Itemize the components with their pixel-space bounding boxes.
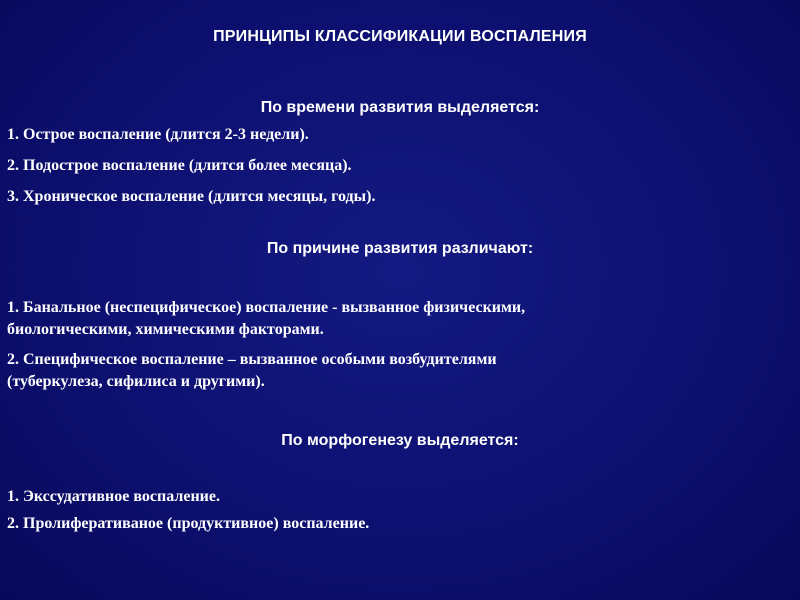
list-item: 2. Специфическое воспаление – вызванное особыми возбудителями (7, 351, 497, 368)
list-item: (туберкулеза, сифилиса и другими). (7, 373, 265, 390)
list-item: 1. Острое воспаление (длится 2-3 недели). (7, 126, 309, 143)
list-item: 1. Экссудативное воспаление. (7, 488, 220, 505)
list-item: 1. Банальное (неспецифическое) воспаление - вызванное физическими, (7, 299, 526, 316)
list-item: биологическими, химическими факторами. (7, 321, 324, 338)
slide-title: ПРИНЦИПЫ КЛАССИФИКАЦИИ ВОСПАЛЕНИЯ (213, 28, 587, 45)
section-heading-morphogenesis: По морфогенезу выделяется: (281, 432, 519, 449)
list-item: 3. Хроническое воспаление (длится месяцы, годы). (7, 188, 376, 205)
list-item: 2. Подострое воспаление (длится более месяца). (7, 157, 352, 174)
list-item: 2. Пролиферативаное (продуктивное) воспаление. (7, 515, 370, 532)
section-heading-time: По времени развития выделяется: (260, 99, 540, 116)
section-heading-cause: По причине развития различают: (266, 240, 534, 257)
